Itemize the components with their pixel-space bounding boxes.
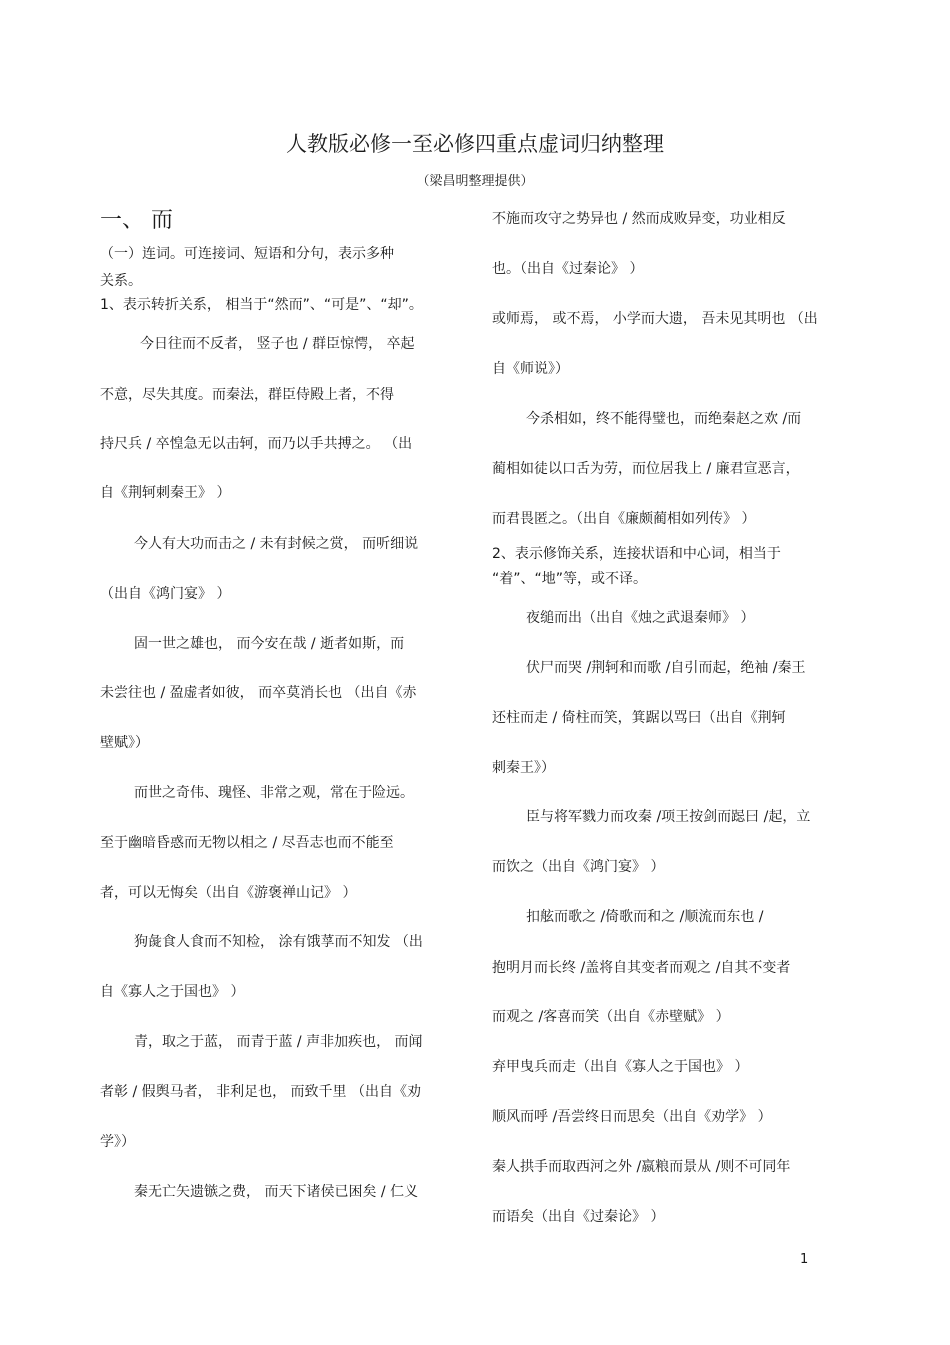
text-line: 关系。 [100,273,142,289]
text-line: 弃甲曳兵而走（出自《寡人之于国也》 ） [492,1059,749,1075]
section-heading: 一、 而 [100,208,173,233]
text-line: 今杀相如，终不能得璧也，而绝秦赵之欢 /而 [526,411,802,427]
page-number: 1 [800,1252,809,1267]
text-line: 蔺相如徒以口舌为劳，而位居我上 / 廉君宣恶言， [492,461,800,477]
text-line: 而观之 /客喜而笑（出自《赤壁赋》 ） [492,1009,730,1025]
text-line: 顺风而呼 /吾尝终日而思矣（出自《劝学》 ） [492,1109,772,1125]
text-line: 狗彘食人食而不知检， 涂有饿莩而不知发 （出 [134,934,423,950]
text-line: 臣与将军戮力而攻秦 /项王按剑而跽曰 /起，立 [526,809,811,825]
text-line: 夜缒而出（出自《烛之武退秦师》 ） [526,610,755,626]
text-line: 未尝往也 / 盈虚者如彼， 而卒莫消长也 （出自《赤 [100,685,417,701]
text-line: 而语矣（出自《过秦论》 ） [492,1209,665,1225]
text-line: 也。（出自《过秦论》 ） [492,261,644,277]
text-line: 抱明月而长终 /盖将自其变者而观之 /自其不变者 [492,960,791,976]
text-line: 青，取之于蓝， 而青于蓝 / 声非加疾也， 而闻 [134,1034,423,1050]
text-line: “着”、“地”等，或不译。 [492,571,648,587]
text-line: 不施而攻守之势异也 / 然而成败异变，功业相反 [492,211,786,227]
text-line: 至于幽暗昏惑而无物以相之 / 尽吾志也而不能至 [100,835,394,851]
text-line: 持尺兵 / 卒惶急无以击轲，而乃以手共搏之。 （出 [100,436,413,452]
text-line: 扣舷而歌之 /倚歌而和之 /顺流而东也 / [526,909,764,925]
text-line: 还柱而走 / 倚柱而笑，箕踞以骂曰（出自《荆轲 [492,710,786,726]
text-line: 不意，尽失其度。而秦法，群臣侍殿上者，不得 [100,387,394,403]
text-line: 或师焉， 或不焉， 小学而大遗， 吾未见其明也 （出 [492,311,818,327]
document-title: 人教版必修一至必修四重点虚词归纳整理 [286,132,664,156]
document-subtitle: （梁昌明整理提供） [416,174,534,189]
text-line: 而世之奇伟、瑰怪、非常之观，常在于险远。 [134,785,414,801]
text-line: 秦人拱手而取西河之外 /嬴粮而景从 /则不可同年 [492,1159,791,1175]
text-line: 而君畏匿之。（出自《廉颇蔺相如列传》 ） [492,511,756,527]
text-line: 刺秦王》） [492,760,555,776]
text-line: 今人有大功而击之 / 未有封候之赏， 而听细说 [134,536,419,552]
text-line: 伏尸而哭 /荆轲和而歌 /自引而起，绝袖 /秦王 [526,660,806,676]
text-line: （出自《鸿门宴》 ） [100,586,231,602]
text-line: 自《师说》） [492,361,569,377]
text-line: 固一世之雄也， 而今安在哉 / 逝者如斯，而 [134,636,405,652]
text-line: 学》） [100,1134,135,1150]
text-line: 而饮之（出自《鸿门宴》 ） [492,859,665,875]
text-line: 自《寡人之于国也》 ） [100,984,245,1000]
text-line: 者彰 / 假舆马者， 非利足也， 而致千里 （出自《劝 [100,1084,421,1100]
text-line: 今日往而不反者， 竖子也 / 群臣惊愕， 卒起 [140,336,415,352]
text-line: 2、表示修饰关系，连接状语和中心词，相当于 [492,546,781,562]
text-line: 秦无亡矢遗镞之费， 而天下诸侯已困矣 / 仁义 [134,1184,419,1200]
text-line: 者，可以无悔矣（出自《游褒禅山记》 ） [100,885,357,901]
text-line: 1、表示转折关系， 相当于“然而”、“可是”、“却”。 [100,297,423,313]
text-line: 壁赋》） [100,735,149,751]
text-line: 自《荆轲刺秦王》 ） [100,485,231,501]
text-line: （一）连词。可连接词、短语和分句，表示多种 [100,246,394,262]
